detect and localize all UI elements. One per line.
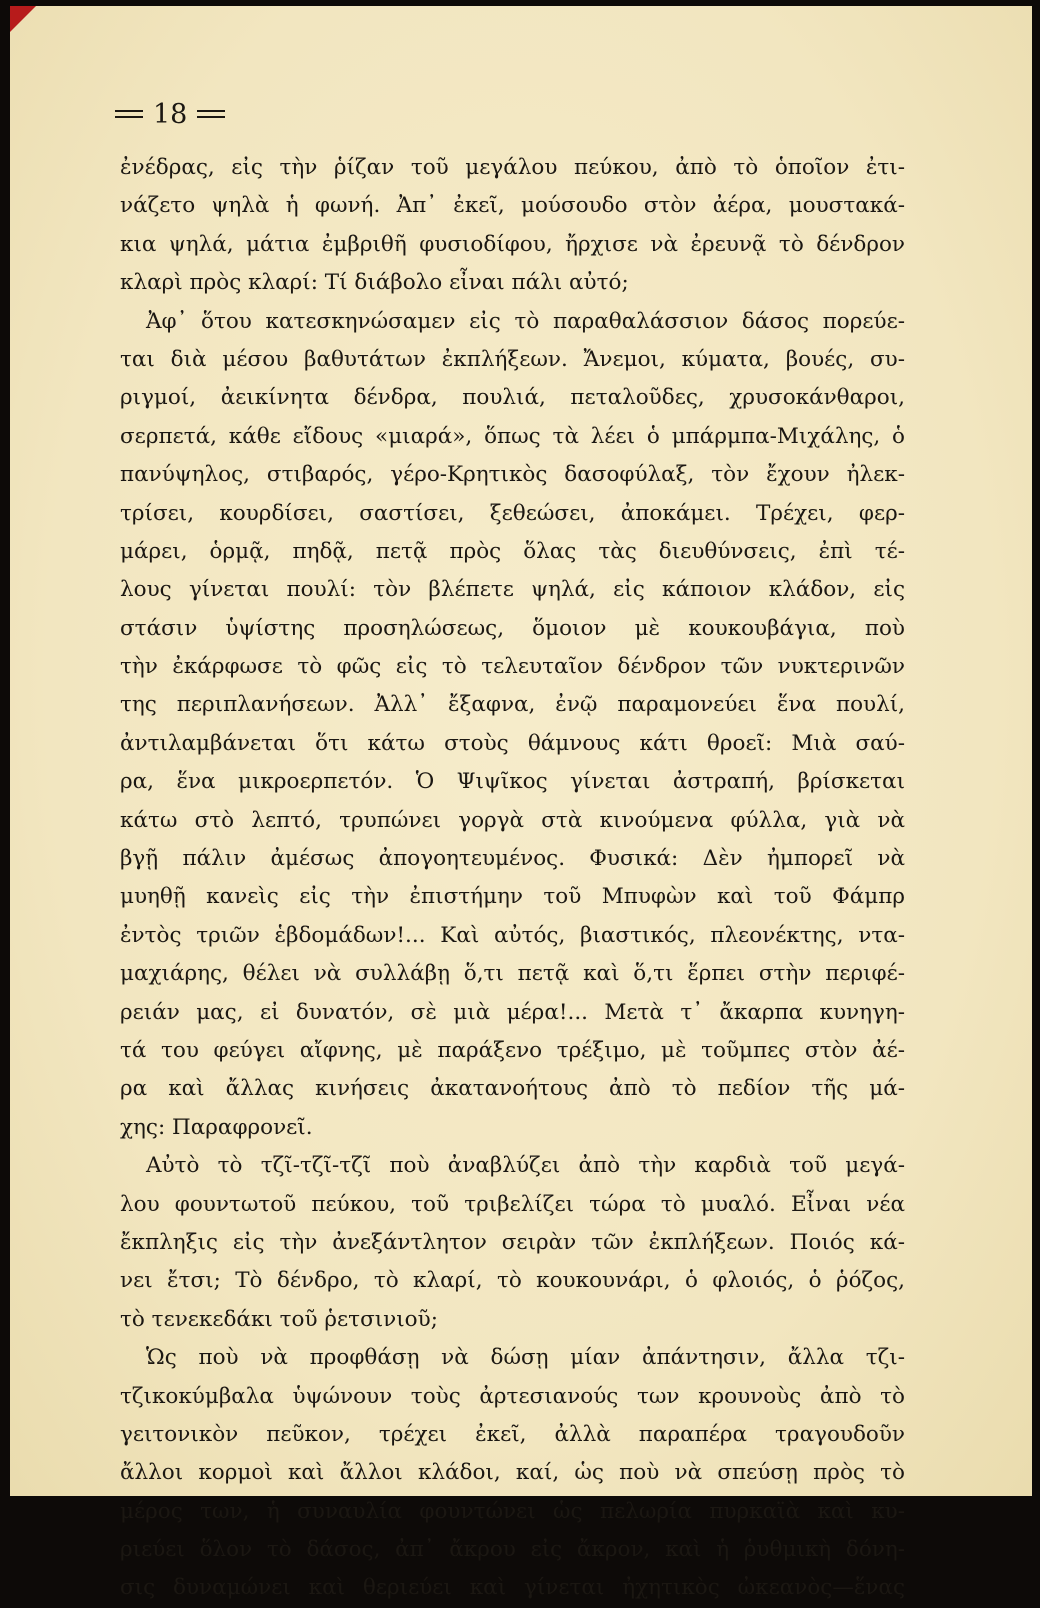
text-line: κια ψηλά, μάτια ἐμβριθῆ φυσιοδίφου, ἤρχισε νὰ ἐρευνᾷ τὸ δένδρον: [120, 231, 905, 257]
text-line: ἀντιλαμβάνεται ὅτι κάτω στοὺς θάμνους κάτι θροεῖ: Μιὰ σαύ-: [120, 730, 905, 756]
text-line: σις δυναμώνει καὶ θεριεύει καὶ γίνεται ἠχητικὸς ὠκεανὸς—ἕνας: [120, 1575, 905, 1601]
text-line: της περιπλανήσεων. Ἀλλ᾽ ἔξαφνα, ἐνῷ παραμονεύει ἕνα πουλί,: [120, 692, 905, 718]
text-line: μαχιάρης, θέλει νὰ συλλάβῃ ὅ,τι πετᾷ καὶ ὅ,τι ἕρπει στὴν περιφέ-: [120, 961, 905, 987]
text-line: τζικοκύμβαλα ὑψώνουν τοὺς ἀρτεσιανούς των κρουνοὺς ἀπὸ τὸ: [120, 1383, 905, 1409]
text-line: ρειάν μας, εἰ δυνατόν, σὲ μιὰ μέρα!... Μετὰ τ᾽ ἄκαρπα κυνηγη-: [120, 999, 905, 1025]
text-line: ρα καὶ ἄλλας κινήσεις ἀκατανοήτους ἀπὸ τὸ πεδίον τῆς μά-: [120, 1076, 905, 1102]
text-line: λους γίνεται πουλί: τὸν βλέπετε ψηλά, εἰς κάποιον κλάδον, εἰς: [120, 577, 905, 603]
text-line: μέρος των, ἡ συναυλία φουντώνει ὡς πελωρία πυρκαϊὰ καὶ κυ-: [120, 1498, 905, 1524]
book-page: [10, 6, 1032, 1601]
text-line: πανύψηλος, στιβαρός, γέρο-Κρητικὸς δασοφύλαξ, τὸν ἔχουν ἠλεκ-: [120, 462, 905, 488]
text-line: σερπετά, κάθε εἴδους «μιαρά», ὅπως τὰ λέει ὁ μπάρμπα-Μιχάλης, ὁ: [120, 423, 905, 449]
text-line: κάτω στὸ λεπτό, τρυπώνει γοργὰ στὰ κινούμενα φύλλα, γιὰ νὰ: [120, 807, 905, 833]
text-line: λου φουντωτοῦ πεύκου, τοῦ τριβελίζει τώρα τὸ μυαλό. Εἶναι νέα: [120, 1191, 905, 1217]
text-line: μάρει, ὁρμᾷ, πηδᾷ, πετᾷ πρὸς ὅλας τὰς διευθύνσεις, ἐπὶ τέ-: [120, 538, 905, 564]
text-line: μυηθῇ κανεὶς εἰς τὴν ἐπιστήμην τοῦ Μπυφὼν καὶ τοῦ Φάμπρ: [120, 884, 905, 910]
text-line: ἐνέδρας, εἰς τὴν ῥίζαν τοῦ μεγάλου πεύκου, ἀπὸ τὸ ὁποῖον ἐτι-: [120, 155, 905, 180]
text-line: νει ἔτσι; Τὸ δένδρο, τὸ κλαρί, τὸ κουκουνάρι, ὁ φλοιός, ὁ ῥόζος,: [120, 1268, 905, 1294]
text-line: τρίσει, κουρδίσει, σαστίσει, ξεθεώσει, ἀποκάμει. Τρέχει, φερ-: [120, 500, 905, 526]
text-line: βγῇ πάλιν ἀμέσως ἀπογοητευμένος. Φυσικά: Δὲν ἠμπορεῖ νὰ: [120, 846, 905, 872]
text-line: ἔκπληξις εἰς τὴν ἀνεξάντλητον σειρὰν τῶν ἐκπλήξεων. Ποιός κά-: [120, 1229, 905, 1255]
text-line: Ὡς ποὺ νὰ προφθάσῃ νὰ δώσῃ μίαν ἀπάντησιν, ἄλλα τζι-: [146, 1345, 905, 1371]
text-line: νάζετο ψηλὰ ἡ φωνή. Ἀπ᾽ ἐκεῖ, μούσουδο στὸν ἀέρα, μουστακά-: [120, 193, 905, 219]
text-line: ρα, ἕνα μικροερπετόν. Ὁ Ψιψῖκος γίνεται ἀστραπή, βρίσκεται: [120, 769, 905, 795]
header-rule-left: [115, 110, 143, 118]
text-line: γειτονικὸν πεῦκον, τρέχει ἐκεῖ, ἀλλὰ παραπέρα τραγουδοῦν: [120, 1421, 905, 1447]
header-rule-right: [197, 110, 225, 118]
corner-mark: [10, 6, 36, 32]
text-line: ἄλλοι κορμοὶ καὶ ἄλλοι κλάδοι, καί, ὡς ποὺ νὰ σπεύσῃ πρὸς τὸ: [120, 1460, 905, 1486]
page-number: 18: [153, 98, 188, 130]
text-line: ἐντὸς τριῶν ἑβδομάδων!... Καὶ αὐτός, βιαστικός, πλεονέκτης, ντα-: [120, 922, 905, 948]
text-line: ται διὰ μέσου βαθυτάτων ἐκπλήξεων. Ἄνεμοι, κύματα, βουές, συ-: [120, 346, 905, 372]
body-text: [120, 149, 905, 1608]
text-line: χης: Παραφρονεῖ.: [120, 1114, 313, 1140]
text-line: τὴν ἐκάρφωσε τὸ φῶς εἰς τὸ τελευταῖον δένδρον τῶν νυκτερινῶν: [120, 654, 905, 680]
text-line: τά του φεύγει αἴφνης, μὲ παράξενο τρέξιμο, μὲ τοῦμπες στὸν ἀέ-: [120, 1037, 905, 1063]
text-line: ριεύει ὅλον τὸ δάσος, ἀπ᾽ ἄκρου εἰς ἄκρον, καὶ ἡ ῥυθμικὴ δόνη-: [120, 1537, 905, 1563]
text-line: Αὐτὸ τὸ τζῖ-τζῖ-τζῖ ποὺ ἀναβλύζει ἀπὸ τὴν καρδιὰ τοῦ μεγά-: [146, 1153, 905, 1179]
text-line: ριγμοί, ἀεικίνητα δένδρα, πουλιά, πεταλοῦδες, χρυσοκάνθαροι,: [120, 385, 905, 411]
text-line: κλαρὶ πρὸς κλαρί: Τί διάβολο εἶναι πάλι αὐτό;: [120, 270, 629, 296]
text-line: Ἀφ᾽ ὅτου κατεσκηνώσαμεν εἰς τὸ παραθαλάσσιον δάσος πορεύε-: [146, 308, 905, 334]
text-line: τὸ τενεκεδάκι τοῦ ῥετσινιοῦ;: [120, 1306, 438, 1332]
page-header: [115, 94, 225, 134]
text-line: στάσιν ὑψίστης προσηλώσεως, ὅμοιον μὲ κουκουβάγια, ποὺ: [120, 615, 905, 641]
